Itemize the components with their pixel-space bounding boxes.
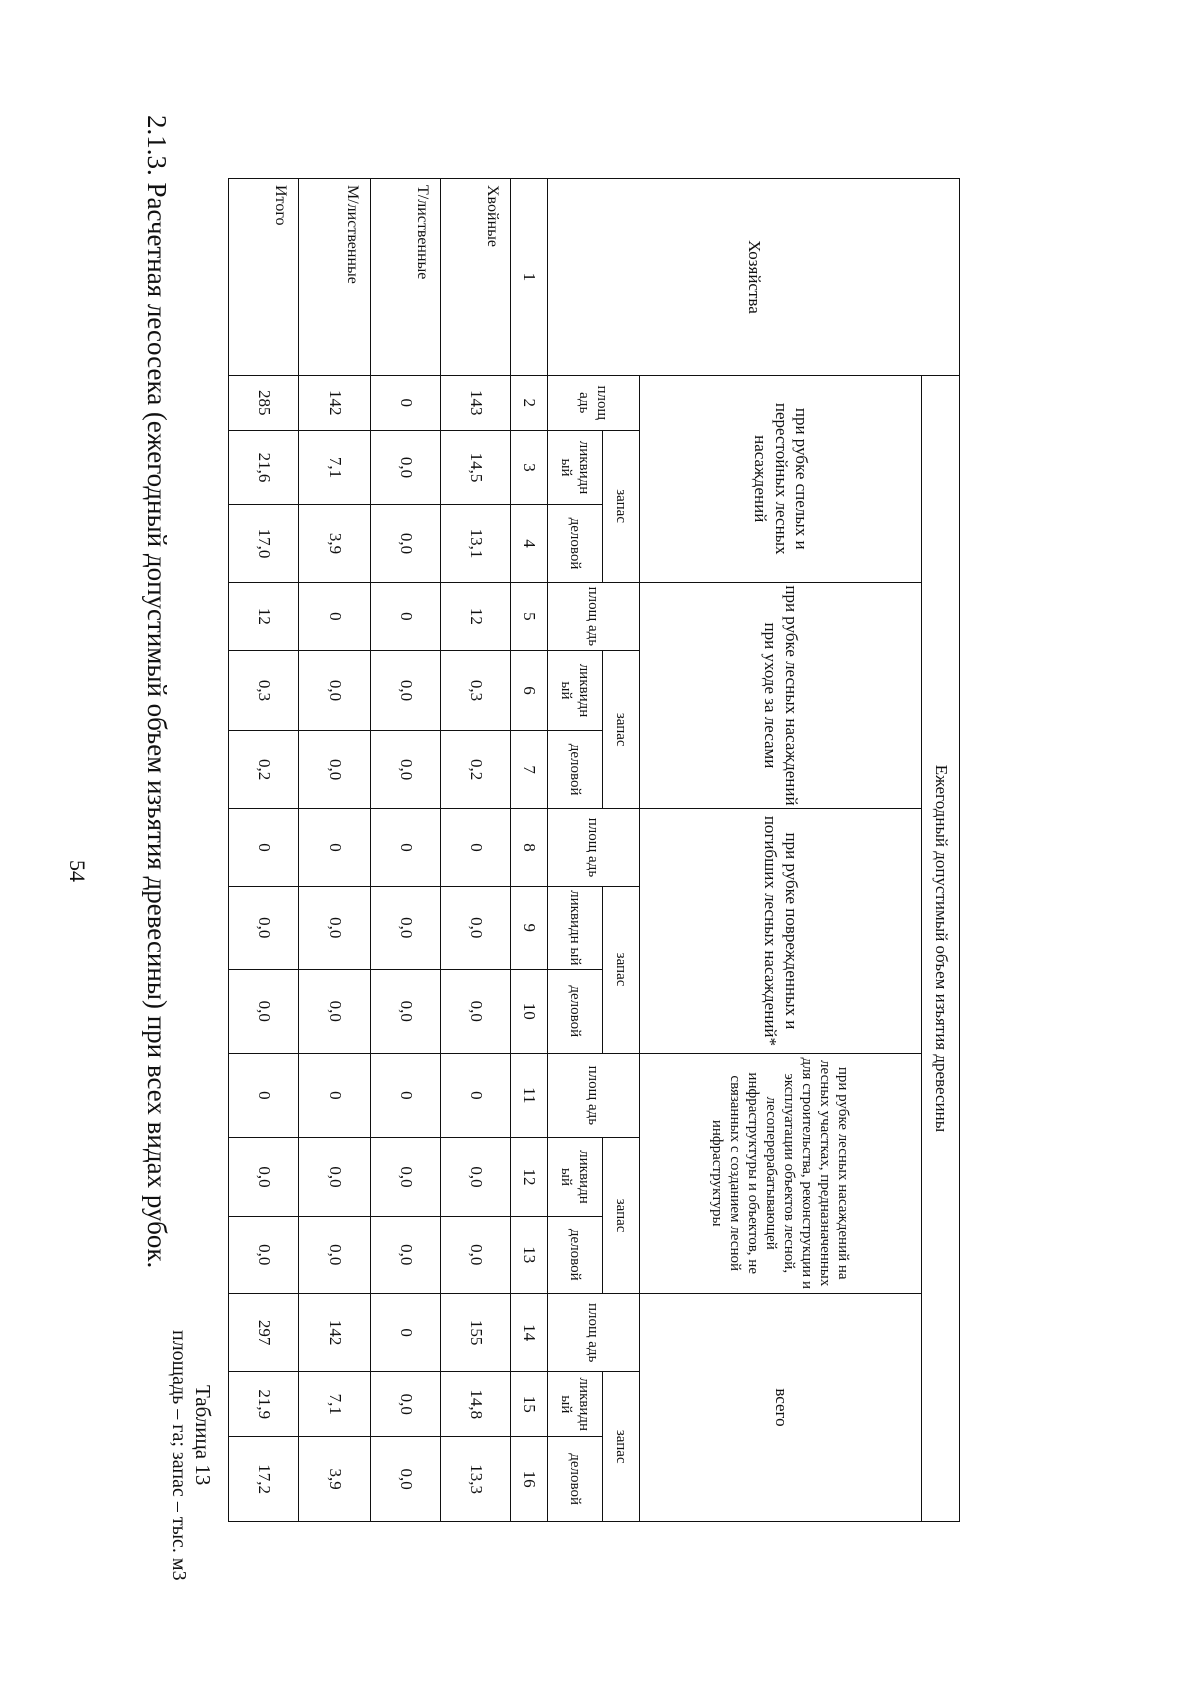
table-cell: 0,0	[371, 1138, 441, 1216]
table-cell: 0,0	[299, 970, 371, 1053]
col-business-header: деловой	[548, 970, 603, 1053]
category-forest-care: при рубке лесных насаждений при уходе за лесами	[640, 582, 922, 809]
section-title: 2.1.3. Расчетная лесосека (ежегодный допустимый объем изъятия древесины) при всех видах рубок.	[142, 115, 172, 1269]
table-cell: 0,0	[441, 970, 511, 1053]
table-cell: 0,0	[299, 1216, 371, 1293]
col-liquid-header: ликвидн ый	[548, 1138, 603, 1216]
table-cell: 13,3	[441, 1437, 511, 1522]
column-number: 2	[511, 375, 548, 430]
table-cell: 14,5	[441, 430, 511, 505]
col-business-header: деловой	[548, 1216, 603, 1293]
table-cell: 0,0	[299, 1138, 371, 1216]
col-area-header: площ адь	[548, 1053, 640, 1138]
column-number: 16	[511, 1437, 548, 1522]
table-cell: 17,2	[229, 1437, 299, 1522]
table-cell: 17,0	[229, 505, 299, 582]
table-cell: 0	[441, 809, 511, 886]
table-cell: 0,2	[441, 730, 511, 808]
table-row	[371, 179, 441, 1522]
table-cell: 0,0	[371, 886, 441, 969]
table-cell: 0,2	[229, 730, 299, 808]
col-liquid-header: ликвидн ый	[548, 886, 603, 969]
table-row	[441, 179, 511, 1522]
col-business-header: деловой	[548, 1437, 603, 1522]
column-number: 13	[511, 1216, 548, 1293]
table-cell: 0,3	[229, 651, 299, 731]
row-label: Т/лиственные	[371, 179, 441, 376]
column-number: 11	[511, 1053, 548, 1138]
table-cell: 142	[299, 375, 371, 430]
col-stock-header: запас	[603, 886, 640, 1053]
table-cell: 142	[299, 1293, 371, 1371]
category-mature-overmature: при рубке спелых и перестойных лесных насаждений	[640, 375, 922, 582]
table-cell: 0,0	[229, 970, 299, 1053]
table-caption: Таблица 13	[191, 1385, 215, 1486]
column-number: 15	[511, 1372, 548, 1437]
table-cell: 0	[299, 1053, 371, 1138]
column-number: 10	[511, 970, 548, 1053]
table-cell: 0,3	[441, 651, 511, 731]
table-cell: 0,0	[371, 970, 441, 1053]
table-cell: 14,8	[441, 1372, 511, 1437]
row-header-cell: Хозяйства	[548, 179, 960, 376]
col-area-header: площ адь	[548, 375, 640, 430]
table-cell: 155	[441, 1293, 511, 1371]
column-number: 6	[511, 651, 548, 731]
col-liquid-header: ликвидн ый	[548, 1372, 603, 1437]
row-label: Хвойные	[441, 179, 511, 376]
table-cell: 7,1	[299, 1372, 371, 1437]
table-cell: 0	[371, 582, 441, 651]
column-number: 7	[511, 730, 548, 808]
table-cell: 3,9	[299, 505, 371, 582]
col-liquid-header: ликвидн ый	[548, 430, 603, 505]
allowable-cut-table	[228, 178, 960, 1522]
table-cell: 285	[229, 375, 299, 430]
table-cell: 0	[371, 809, 441, 886]
header-row-measures	[603, 179, 640, 1522]
table-row-total	[229, 179, 299, 1522]
table-cell: 0,0	[371, 430, 441, 505]
table-cell: 143	[441, 375, 511, 430]
table-cell: 21,6	[229, 430, 299, 505]
col-area-header: площ адь	[548, 1293, 640, 1371]
table-cell: 0,0	[441, 1216, 511, 1293]
column-number: 1	[511, 179, 548, 376]
col-business-header: деловой	[548, 505, 603, 582]
table-cell: 13,1	[441, 505, 511, 582]
table-cell: 0	[371, 1053, 441, 1138]
table-cell: 0	[441, 1053, 511, 1138]
table-cell: 0	[299, 809, 371, 886]
col-stock-header: запас	[603, 430, 640, 582]
table-cell: 3,9	[299, 1437, 371, 1522]
table-cell: 0	[299, 582, 371, 651]
col-business-header: деловой	[548, 730, 603, 808]
table-cell: 0	[371, 375, 441, 430]
table-cell: 0,0	[441, 886, 511, 969]
col-stock-header: запас	[603, 1138, 640, 1294]
column-number: 4	[511, 505, 548, 582]
category-total: всего	[640, 1293, 922, 1521]
table-cell: 297	[229, 1293, 299, 1371]
units-note: площадь – га; запас – тыс. м3	[168, 1330, 190, 1581]
column-number-row	[511, 179, 548, 1522]
table-cell: 0,0	[371, 651, 441, 731]
table-cell: 7,1	[299, 430, 371, 505]
page-number: 54	[65, 860, 90, 882]
table-cell: 0,0	[371, 505, 441, 582]
table-cell: 0,0	[371, 1216, 441, 1293]
table-cell: 0,0	[299, 730, 371, 808]
header-row-group	[922, 179, 960, 1522]
row-label: Итого	[229, 179, 299, 376]
col-area-header: площ адь	[548, 582, 640, 651]
table-cell: 12	[441, 582, 511, 651]
column-number: 3	[511, 430, 548, 505]
table-cell: 0	[229, 809, 299, 886]
col-stock-header: запас	[603, 651, 640, 809]
column-number: 9	[511, 886, 548, 969]
column-number: 5	[511, 582, 548, 651]
table-cell: 0,0	[299, 651, 371, 731]
table-cell: 0,0	[229, 886, 299, 969]
table-cell: 0	[371, 1293, 441, 1371]
col-area-header: площ адь	[548, 809, 640, 886]
column-number: 14	[511, 1293, 548, 1371]
table-cell: 21,9	[229, 1372, 299, 1437]
table-cell: 0,0	[229, 1216, 299, 1293]
table-cell: 0,0	[371, 730, 441, 808]
col-stock-header: запас	[603, 1372, 640, 1522]
table-cell: 0	[229, 1053, 299, 1138]
group-header-cell: Ежегодный допустимый объем изъятия древесины	[922, 375, 960, 1521]
table-row	[299, 179, 371, 1522]
table-cell: 12	[229, 582, 299, 651]
category-infrastructure: при рубке лесных насаждений на лесных участках, предназначенных для строительства, реконструкции и эксплуатации объектов лесной, лесоперерабатывающей инфраструктуры и объектов, не связанных с созданием лесной инфраструктуры	[640, 1053, 922, 1293]
table-cell: 0,0	[371, 1437, 441, 1522]
category-damaged-dead: при рубке поврежденных и погибших лесных насаждений*	[640, 809, 922, 1053]
table-cell: 0,0	[299, 886, 371, 969]
table-cell: 0,0	[371, 1372, 441, 1437]
row-label: М/лиственные	[299, 179, 371, 376]
column-number: 8	[511, 809, 548, 886]
header-row-categories	[640, 179, 922, 1522]
col-liquid-header: ликвидн ый	[548, 651, 603, 731]
table-cell: 0,0	[441, 1138, 511, 1216]
table-cell: 0,0	[229, 1138, 299, 1216]
column-number: 12	[511, 1138, 548, 1216]
